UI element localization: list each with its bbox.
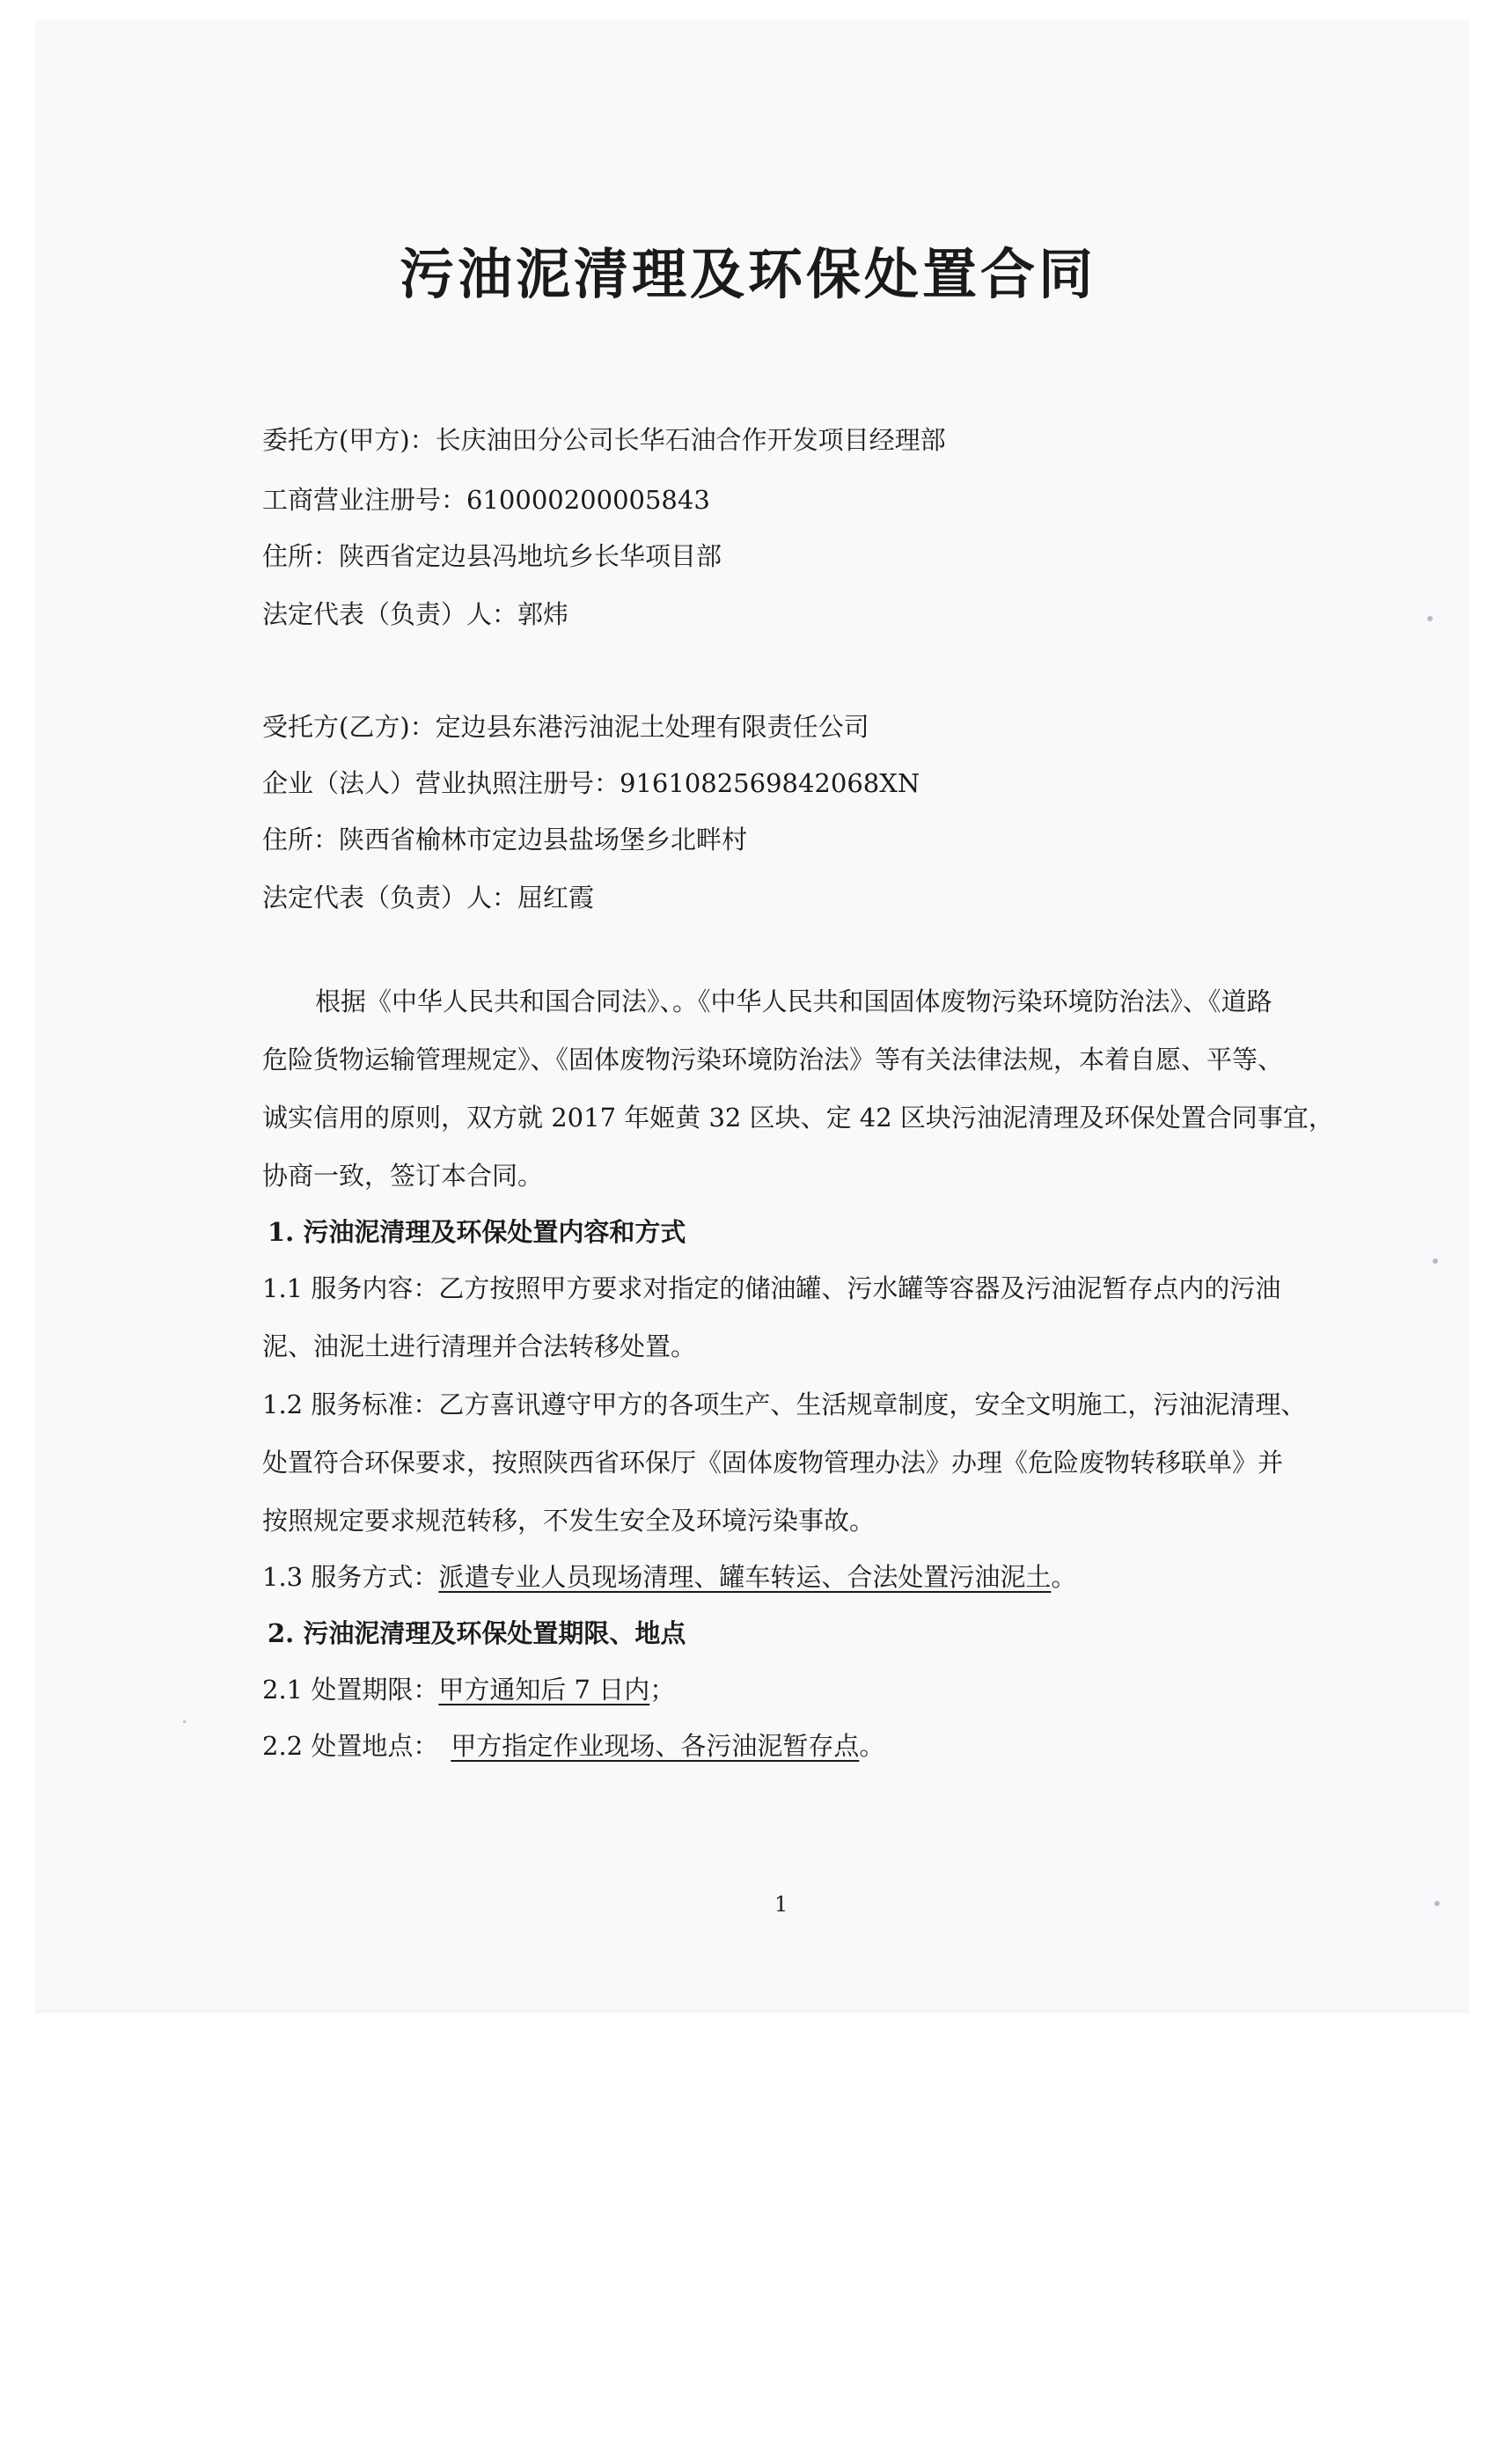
item-2-2-end: 。 [859, 1731, 885, 1761]
item-1-3-label: 1.3 服务方式： [262, 1562, 439, 1592]
party-b-address-line [262, 822, 747, 857]
party-b-rep-line [262, 880, 594, 915]
party-a-registration-line [262, 482, 710, 517]
item-1-2-line: 处置符合环保要求，按照陕西省环保厅《固体废物管理办法》办理《危险废物转移联单》并 [262, 1448, 1284, 1478]
party-a-registration-no: 610000200005843 [466, 485, 710, 515]
party-a-registration-label: 工商营业注册号： [262, 485, 467, 515]
party-b-line [262, 709, 869, 744]
item-2-1-end: ； [649, 1675, 676, 1705]
item-2-2-line [262, 1728, 884, 1764]
item-1-2-line: 1.2 服务标准：乙方喜讯遵守甲方的各项生产、生活规章制度，安全文明施工，污油泥清理、 [262, 1390, 1307, 1419]
item-1-2-line: 按照规定要求规范转移，不发生安全及环境污染事故。 [262, 1506, 876, 1536]
item-1-3-end: 。 [1051, 1562, 1077, 1592]
party-b-registration-label: 企业（法人）营业执照注册号： [262, 768, 620, 798]
party-a-label: 委托方(甲方)： [262, 425, 436, 455]
preamble-line: 危险货物运输管理规定》、《固体废物污染环境防治法》等有关法律法规，本着自愿、平等、 [262, 1045, 1284, 1074]
item-2-2-label: 2.2 处置地点： [262, 1731, 439, 1761]
item-2-1-label: 2.1 处置期限： [262, 1675, 439, 1705]
item-2-1-line [262, 1672, 675, 1707]
item-2-1-value: 甲方通知后 7 日内 [438, 1675, 650, 1705]
section-2-heading: 2. 污油泥清理及环保处置期限、地点 [268, 1618, 686, 1648]
scan-edge [35, 2010, 1470, 2015]
section-1-heading: 1. 污油泥清理及环保处置内容和方式 [268, 1217, 686, 1247]
party-a-name: 长庆油田分公司长华石油合作开发项目经理部 [435, 425, 946, 455]
item-1-1-line: 1.1 服务内容：乙方按照甲方要求对指定的储油罐、污水罐等容器及污油泥暂存点内的污油 [262, 1273, 1281, 1303]
scan-speck [1434, 1901, 1440, 1906]
party-a-rep-label: 法定代表（负责）人： [262, 599, 518, 629]
item-1-1-line: 泥、油泥土进行清理并合法转移处置。 [262, 1331, 697, 1361]
party-b-rep: 屈红霞 [517, 883, 595, 913]
party-a-address: 陕西省定边县冯地坑乡长华项目部 [339, 541, 722, 571]
party-b-address: 陕西省榆林市定边县盐场堡乡北畔村 [339, 825, 748, 854]
party-b-rep-label: 法定代表（负责）人： [262, 883, 518, 913]
preamble-line: 诚实信用的原则，双方就 2017 年姬黄 32 区块、定 42 区块污油泥清理及环保处置合同事宜， [262, 1103, 1334, 1133]
party-a-address-label: 住所： [262, 541, 340, 571]
document-title: 污油泥清理及环保处置合同 [399, 242, 1096, 306]
item-1-3-value: 派遣专业人员现场清理、罐车转运、合法处置污油泥土 [438, 1562, 1052, 1592]
preamble-line: 协商一致，签订本合同。 [262, 1161, 544, 1191]
party-a-line [262, 422, 946, 458]
party-a-rep-line [262, 597, 568, 632]
party-b-name: 定边县东港污油泥土处理有限责任公司 [435, 712, 869, 742]
party-b-label: 受托方(乙方)： [262, 712, 436, 742]
party-a-rep: 郭炜 [517, 599, 569, 629]
item-1-3-line [262, 1559, 1076, 1595]
scan-speck [183, 1720, 186, 1723]
page-number: 1 [774, 1892, 788, 1917]
party-b-registration-no: 9161082569842068XN [620, 768, 920, 798]
party-b-address-label: 住所： [262, 825, 340, 854]
party-a-address-line [262, 539, 722, 574]
scan-speck [1427, 616, 1433, 621]
item-2-2-value: 甲方指定作业现场、各污油泥暂存点 [451, 1731, 860, 1761]
preamble-line: 根据《中华人民共和国合同法》、。《中华人民共和国固体废物污染环境防治法》、《道路 [315, 986, 1272, 1016]
scan-speck [1433, 1258, 1438, 1264]
party-b-registration-line [262, 766, 920, 801]
